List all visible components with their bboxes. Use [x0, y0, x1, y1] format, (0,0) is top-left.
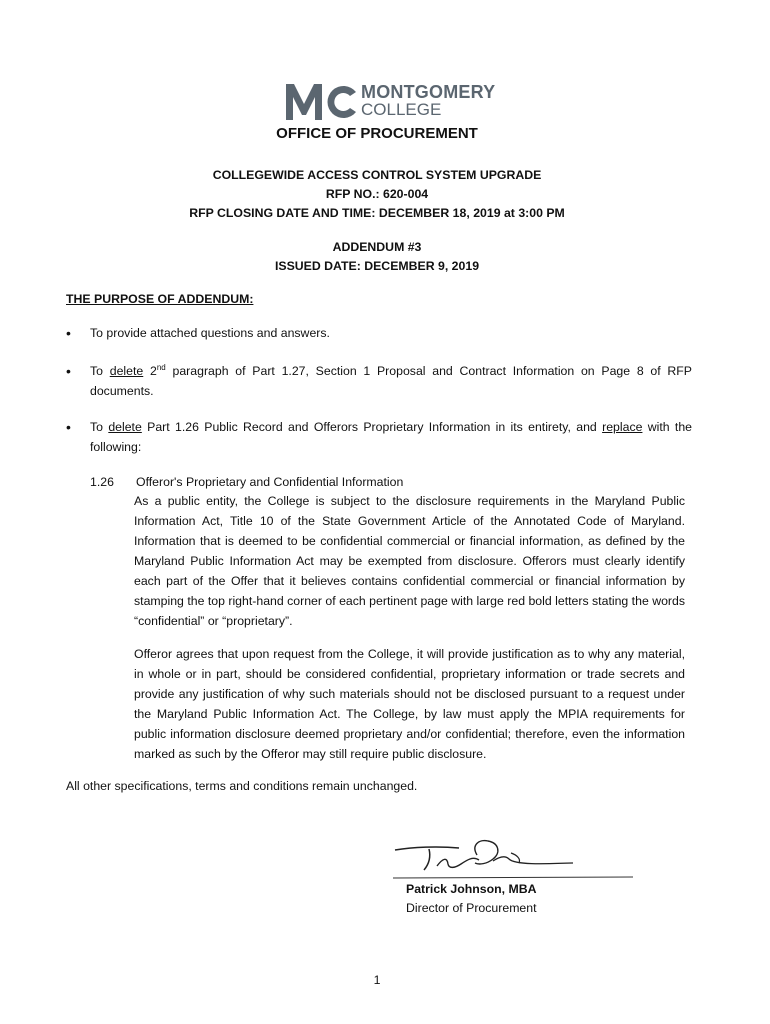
office-title: OFFICE OF PROCUREMENT [276, 125, 478, 142]
rfp-number: RFP NO.: 620-004 [325, 187, 429, 201]
section-title: Offeror's Proprietary and Confidential Information [136, 475, 404, 489]
issued-date: ISSUED DATE: DECEMBER 9, 2019 [274, 259, 480, 273]
rfp-closing: RFP CLOSING DATE AND TIME: DECEMBER 18, 2019 at 3:00 PM [189, 206, 565, 220]
delete-keyword: delete [108, 420, 142, 434]
mc-logo-mark-icon [286, 84, 358, 120]
section-paragraph-1: As a public entity, the College is subject to the disclosure requirements in the Maryland Public Information Act, Title 10 of the State Government Article of the Annotated Code of Maryland. Information that is deemed to be confidential commercial or financial information, as defined by the Maryland Public Information Act may be exempted from disclosure. Offerors must clearly identify each part of the Offer that it believes contains confidential commercial or financial information by stamping the top right-hand corner of each pertinent page with large red bold letters stating the words “confidential” or “proprietary”. [134, 494, 685, 628]
college-logo [286, 82, 506, 122]
logo-wordmark-bottom: COLLEGE [361, 100, 442, 119]
section-paragraph-2: Offeror agrees that upon request from the College, it will provide justification as to why any material, in whole or in part, should be considered confidential, proprietary information or trade secrets and provide any justification of why such materials should not be disclosed pursuant to a request under the Maryland Public Information Act. The College, by law must apply the MPIA requirements for public information disclosure deemed proprietary and/or confidential; therefore, even the information marked as such by the Offeror may still require public disclosure. [134, 647, 685, 761]
text-fragment: To [90, 420, 109, 434]
handwritten-signature-icon [393, 833, 638, 883]
purpose-item-1 [90, 323, 692, 343]
text-fragment: Part 1.26 Public Record and Offerors Proprietary Information in its entirety, and [141, 420, 603, 434]
delete-keyword: delete [109, 364, 144, 378]
text-fragment: with the following: [90, 420, 693, 454]
section-number: 1.26 [90, 475, 114, 489]
purpose-heading: THE PURPOSE OF ADDENDUM: [66, 292, 254, 306]
bullet-icon: • [66, 419, 71, 435]
purpose-item-3 [90, 417, 692, 457]
logo-wordmark-top: MONTGOMERY [361, 82, 496, 102]
closing-statement: All other specifications, terms and conditions remain unchanged. [66, 779, 418, 793]
purpose-item-2 [90, 361, 692, 401]
page-number: 1 [373, 973, 381, 987]
text-fragment: paragraph of Part 1.27, Section 1 Proposal and Contract Information on Page 8 of RFP documents. [90, 364, 693, 398]
signer-title: Director of Procurement [406, 901, 537, 915]
bullet-icon: • [66, 325, 71, 341]
bullet-icon: • [66, 363, 71, 379]
addendum-number: ADDENDUM #3 [332, 240, 422, 254]
ordinal-suffix: nd [156, 363, 166, 372]
signer-name: Patrick Johnson, MBA [406, 882, 537, 896]
text-fragment: To [90, 364, 110, 378]
ordinal-number: 2 [150, 364, 157, 378]
purpose-item-1-text: To provide attached questions and answers. [90, 326, 330, 340]
replace-keyword: replace [602, 420, 643, 434]
rfp-title: COLLEGEWIDE ACCESS CONTROL SYSTEM UPGRADE [212, 168, 542, 182]
